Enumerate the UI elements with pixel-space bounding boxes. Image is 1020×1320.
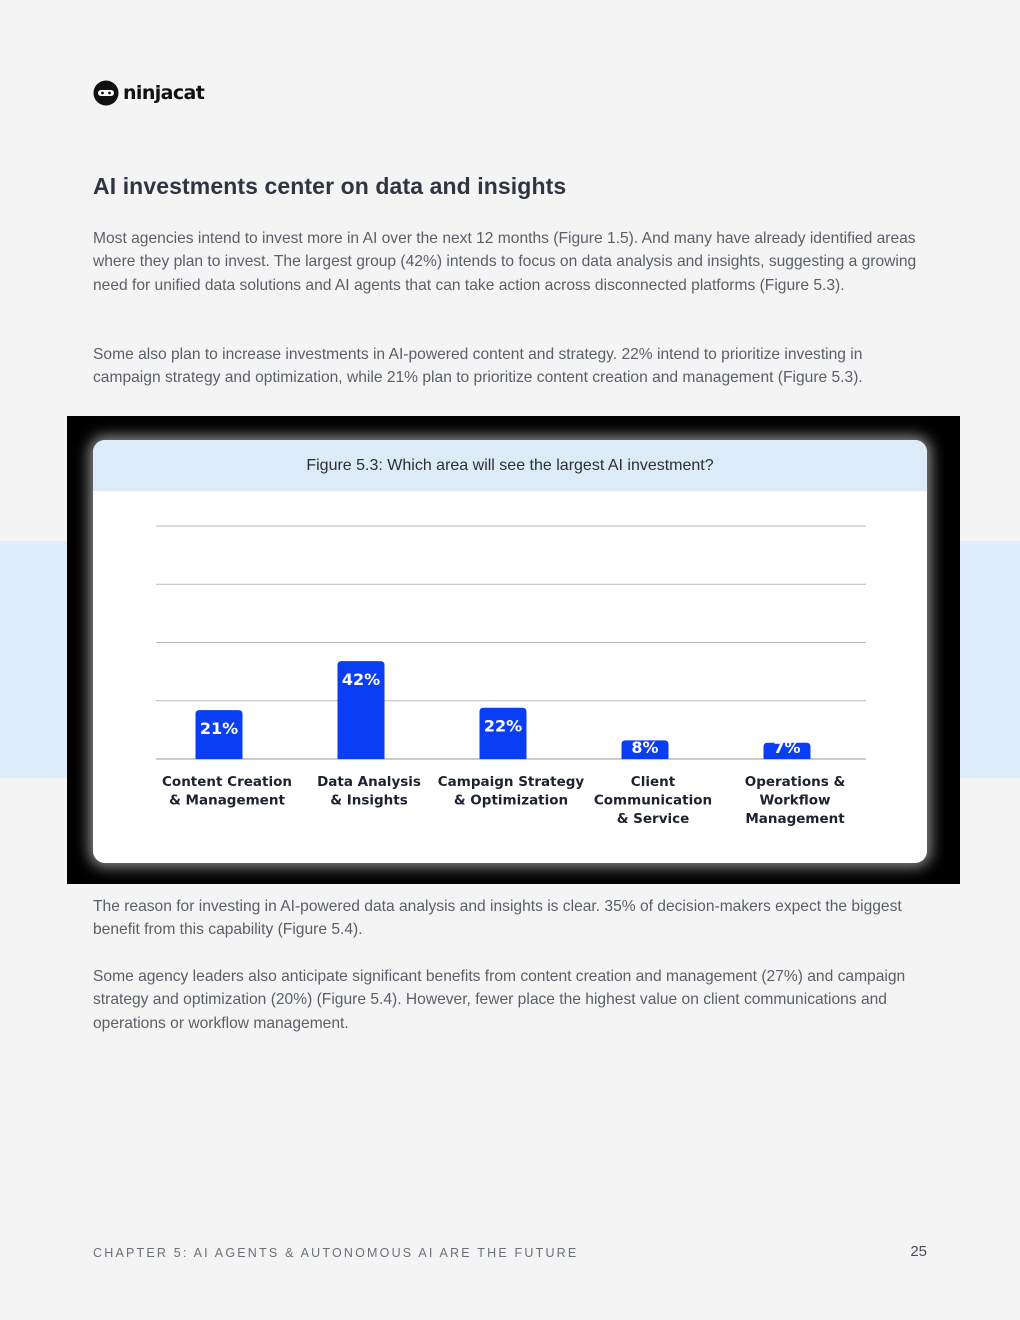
footer-chapter-title: CHAPTER 5: AI AGENTS & AUTONOMOUS AI ARE THE FUTURE <box>93 1246 579 1260</box>
brand-logo <box>93 80 204 106</box>
category-label: Client Communication & Service <box>593 774 713 827</box>
category-label: Operations & Workflow Management <box>744 774 846 827</box>
bar-chart <box>93 440 927 863</box>
bar-value-label: 21% <box>199 719 239 739</box>
category-label: Data Analysis & Insights <box>317 774 421 809</box>
bar-value-label: 42% <box>341 670 381 690</box>
bar-value-label: 8% <box>631 738 659 757</box>
body-paragraph-1: Most agencies intend to invest more in AI over the next 12 months (Figure 1.5). And many have already identified areas where they plan to invest. The largest group (42%) intends to focus on data analysis and insights, suggesting a growing need for unified data solutions and AI agents that can take action across disconnected platforms (Figure 5.3). <box>93 230 917 294</box>
category-label: Campaign Strategy & Optimization <box>437 774 585 809</box>
body-paragraph-3: The reason for investing in AI-powered data analysis and insights is clear. 35% of decision-makers expect the biggest benefit from this capability (Figure 5.4). <box>93 898 902 939</box>
page-number: 25 <box>910 1243 927 1260</box>
category-label: Content Creation & Management <box>162 774 292 809</box>
figure-caption: Figure 5.3: Which area will see the largest AI investment? <box>93 440 927 491</box>
ninjacat-mask-icon <box>93 80 119 106</box>
body-paragraph-2: Some also plan to increase investments in AI-powered content and strategy. 22% intend to prioritize investing in campaign strategy and optimization, while 21% plan to prioritize content creation and management (Figure 5.3). <box>93 346 863 387</box>
page-title: AI investments center on data and insights <box>93 173 567 199</box>
body-paragraph-4: Some agency leaders also anticipate significant benefits from content creation and management (27%) and campaign strategy and optimization (20%) (Figure 5.4). However, fewer place the highest value on client communications and operations or workflow management. <box>93 968 906 1032</box>
figure-card <box>93 440 927 863</box>
brand-logo-text: ninjacat <box>123 82 205 104</box>
bar-value-label: 22% <box>483 716 523 736</box>
bar-value-label: 7% <box>773 738 801 757</box>
